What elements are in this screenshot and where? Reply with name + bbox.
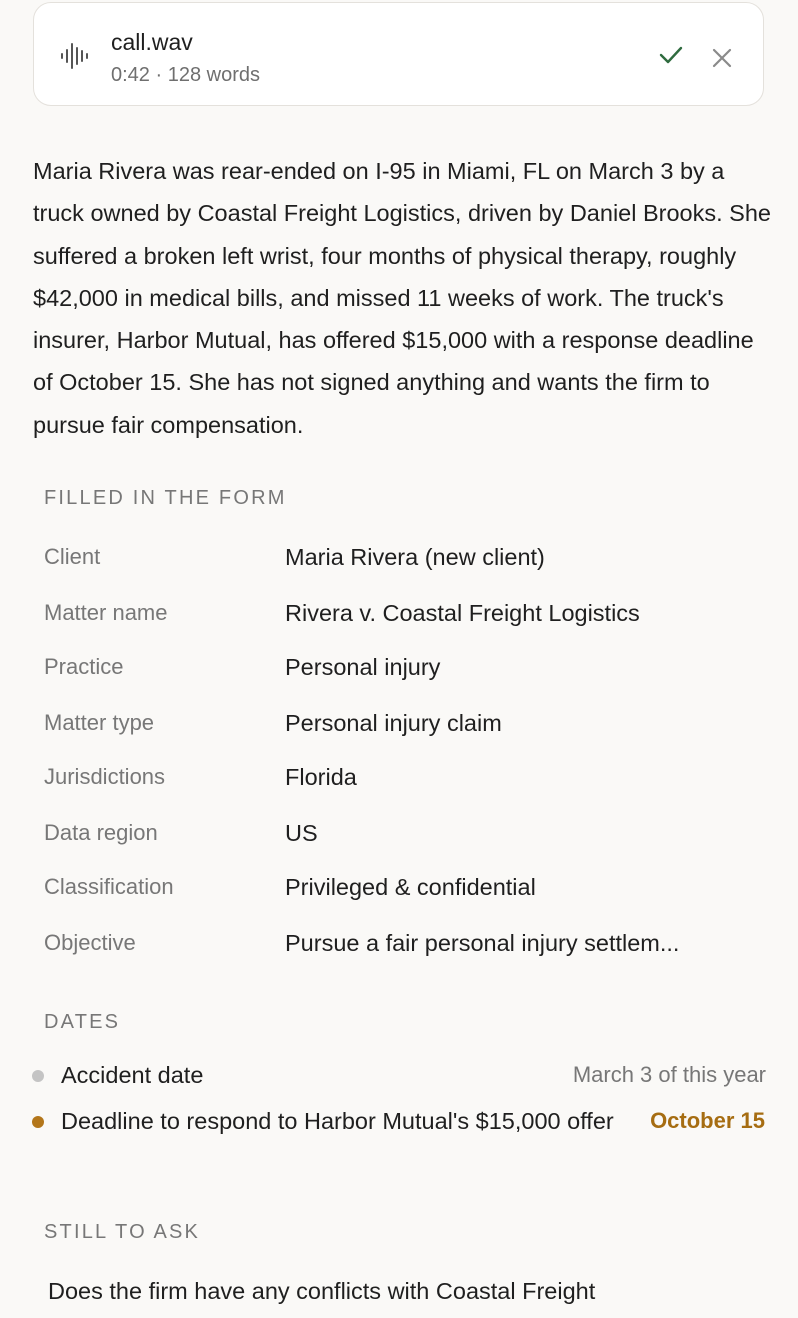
dates-section-heading: DATES [44, 1011, 121, 1033]
form-field-label: Jurisdictions [44, 764, 166, 789]
attachment-card [33, 2, 764, 106]
form-field-value[interactable]: Rivera v. Coastal Freight Logistics [285, 600, 640, 626]
audio-waveform-icon [60, 41, 90, 71]
form-field-value[interactable]: Privileged & confidential [285, 874, 536, 900]
form-field-value[interactable]: Personal injury [285, 654, 441, 680]
check-icon [657, 43, 685, 67]
file-name: call.wav [111, 29, 193, 55]
form-field-jurisdictions [0, 764, 798, 804]
form-field-matter-name [0, 600, 798, 640]
form-field-label: Matter name [44, 600, 168, 625]
form-field-client [0, 544, 798, 584]
form-field-label: Matter type [44, 710, 155, 735]
form-field-value[interactable]: Florida [285, 764, 357, 790]
form-field-data-region [0, 820, 798, 860]
form-field-classification [0, 874, 798, 914]
date-label: Accident date [61, 1062, 204, 1088]
date-value: October 15 [650, 1108, 765, 1133]
date-value: March 3 of this year [572, 1062, 766, 1087]
form-field-label: Practice [44, 654, 124, 679]
status-dot [32, 1116, 44, 1128]
form-field-value[interactable]: Maria Rivera (new client) [285, 544, 545, 570]
accept-button[interactable] [657, 43, 685, 67]
form-field-matter-type [0, 710, 798, 750]
close-icon [711, 47, 733, 69]
date-label: Deadline to respond to Harbor Mutual's $15,000 offer [61, 1108, 614, 1134]
still-to-ask-heading: STILL TO ASK [44, 1221, 201, 1243]
dismiss-button[interactable] [711, 47, 733, 69]
question-item[interactable]: Does the firm have any conflicts with Coastal Freight [48, 1278, 596, 1304]
form-field-objective [0, 930, 798, 970]
form-field-value[interactable]: Personal injury claim [285, 710, 502, 736]
form-field-label: Client [44, 544, 101, 569]
form-field-label: Objective [44, 930, 136, 955]
form-field-value[interactable]: Pursue a fair personal injury settlem... [285, 930, 680, 956]
form-field-label: Data region [44, 820, 158, 845]
form-field-practice [0, 654, 798, 694]
file-meta: 0:42 · 128 words [111, 64, 260, 86]
form-section-heading: FILLED IN THE FORM [44, 487, 287, 509]
form-field-value[interactable]: US [285, 820, 318, 846]
status-dot [32, 1070, 44, 1082]
transcript-text: Maria Rivera was rear-ended on I-95 in Miami, FL on March 3 by a truck owned by Coastal Freight Logistics, driven by Daniel Brooks. She suffered a broken left wrist, four months of physical therapy, roughly $42,000 in medical bills, and missed 11 weeks of work. The truck's insurer, Harbor Mutual, has offered $15,000 with a response deadline of October 15. She has not signed anything and wants the firm to pursue fair compensation. [33, 158, 771, 438]
form-field-label: Classification [44, 874, 174, 899]
